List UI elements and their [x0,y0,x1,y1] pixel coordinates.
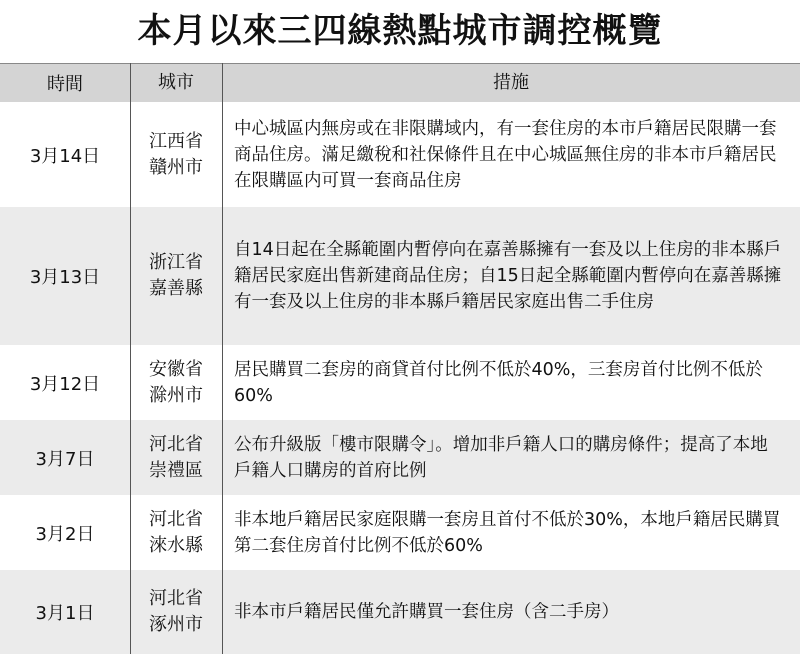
policy-table [0,63,800,654]
table-row [0,102,800,207]
row-measure: 中心城區内無房或在非限購域内，有一套住房的本市戶籍居民限購一套商品住房。滿足繳稅和社保條件且在中心城區無住房的非本市戶籍居民在限購區内可買一套商品住房 [234,118,777,191]
table-row [0,345,800,420]
row-city-name: 涿州市 [149,614,203,635]
row-date: 3月14日 [29,145,101,167]
table-header [0,63,800,102]
page-title: 本月以來三四線熱點城市調控概覽 [137,11,663,51]
row-measure: 公布升級版「樓市限購令」。增加非戶籍人口的購房條件；提高了本地戶籍人口購房的首府比例 [234,434,768,481]
header-measure: 措施 [493,71,529,93]
row-city [130,420,222,495]
row-city-name: 崇禮區 [149,459,203,481]
row-province: 安徽省 [149,358,203,380]
table-row [0,495,800,570]
row-province: 江西省 [149,130,203,152]
table-row [0,420,800,495]
row-province: 河北省 [149,433,203,455]
row-date: 3月1日 [35,603,95,624]
row-date: 3月12日 [29,373,101,395]
row-city-name: 嘉善縣 [149,278,203,299]
row-city-name: 滁州市 [149,384,203,406]
row-city-name: 贛州市 [149,156,203,178]
row-date: 3月7日 [35,448,95,470]
row-city-name: 淶水縣 [149,534,203,556]
header-date: 時間 [47,73,83,95]
table-top-border [0,63,800,64]
row-city [130,207,222,345]
row-city [130,102,222,207]
row-measure: 居民購買二套房的商貸首付比例不低於40%，三套房首付比例不低於60% [234,359,763,406]
row-city [130,495,222,570]
column-divider [222,63,223,654]
column-divider [130,63,131,654]
row-province: 浙江省 [149,252,203,273]
row-city [130,345,222,420]
row-province: 河北省 [149,508,203,530]
table-row [0,570,800,654]
header-city: 城市 [158,71,194,93]
table-row [0,207,800,345]
row-measure: 自14日起在全縣範圍内暫停向在嘉善縣擁有一套及以上住房的非本縣戶籍居民家庭出售新建商品住房；自15日起全縣範圍内暫停向在嘉善縣擁有一套及以上住房的非本縣戶籍居民家庭出售二手住房 [234,240,782,312]
row-date: 3月13日 [29,267,101,288]
row-province: 河北省 [149,588,203,609]
row-date: 3月2日 [35,523,95,545]
row-measure: 非本地戶籍居民家庭限購一套房且首付不低於30%，本地戶籍居民購買第二套住房首付比例不低於60% [234,509,781,556]
row-city [130,570,222,654]
row-measure: 非本市戶籍居民僅允許購買一套住房（含二手房） [234,602,619,622]
